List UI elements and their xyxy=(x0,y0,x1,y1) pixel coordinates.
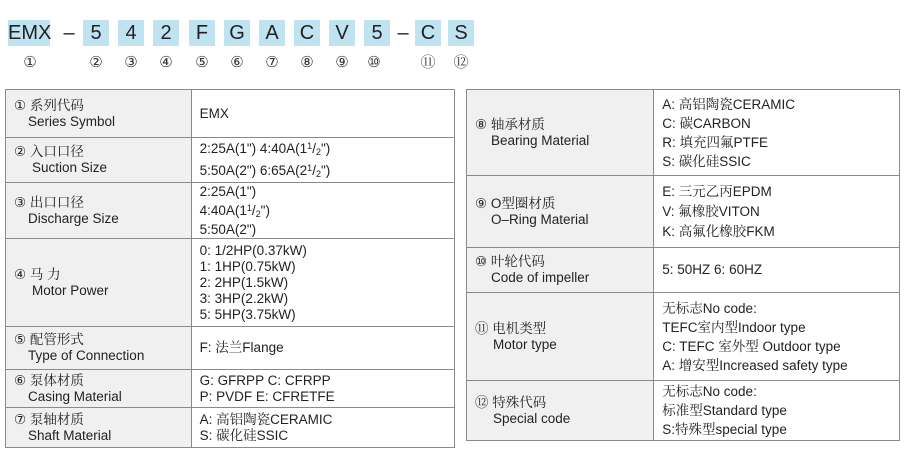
position-number: ④ xyxy=(159,54,173,71)
code-suction: 5 xyxy=(83,20,109,46)
code-connection: F xyxy=(189,20,215,46)
table-row xyxy=(6,90,455,138)
table-row xyxy=(6,370,455,408)
row-value-casing: G: GFRPP C: CFRPP P: PVDF E: CFRETFE xyxy=(191,370,454,408)
table-row xyxy=(6,239,455,327)
row-label-bearing: ⑧ 轴承材质 Bearing Material xyxy=(467,90,654,176)
position-number: ③ xyxy=(124,54,138,71)
position-number: ⑨ xyxy=(335,54,349,71)
table-row xyxy=(6,138,455,183)
code-special: S xyxy=(448,20,474,46)
row-value-series: EMX xyxy=(191,90,454,138)
position-number: ⑫ xyxy=(453,54,469,71)
table-row xyxy=(6,408,455,448)
row-value-power: 0: 1/2HP(0.37kW) 1: 1HP(0.75kW) 2: 2HP(1.5kW) 3: 3HP(2.2kW) 5: 5HP(3.75kW) xyxy=(191,239,454,327)
code-dash-2: – xyxy=(397,22,409,44)
position-number: ⑧ xyxy=(300,54,314,71)
row-label-impeller: ⑩ 叶轮代码 Code of impeller xyxy=(467,248,654,293)
table-row xyxy=(467,176,900,248)
code-impeller: 5 xyxy=(364,20,390,46)
row-value-motor: 无标志No code: TEFC室内型Indoor type C: TEFC 室外型 Outdoor type A: 增安型Increased safety type xyxy=(654,293,900,381)
position-number: ⑪ xyxy=(420,54,436,71)
row-label-power: ④ 马 力 Motor Power xyxy=(6,239,192,327)
code-oring: V xyxy=(329,20,355,46)
row-label-motor: ⑪ 电机类型 Motor type xyxy=(467,293,654,381)
table-row xyxy=(6,327,455,370)
table-row xyxy=(467,293,900,381)
position-number: ⑥ xyxy=(230,54,244,71)
row-label-suction: ② 入口口径 Suction Size xyxy=(6,138,192,183)
row-label-special: ⑫ 特殊代码 Special code xyxy=(467,381,654,441)
table-row xyxy=(6,183,455,239)
row-value-discharge: 2:25A(1") $4:40A(1^1/_2")$ 5:50A(2") xyxy=(191,183,454,239)
table-row xyxy=(467,90,900,176)
row-value-shaft: A: 高铝陶瓷CERAMIC S: 碳化硅SSIC xyxy=(191,408,454,448)
position-number: ⑦ xyxy=(265,54,279,71)
table-row xyxy=(467,248,900,293)
code-power: 2 xyxy=(153,20,179,46)
row-label-series: ① 系列代码 Series Symbol xyxy=(6,90,192,138)
code-shaft: A xyxy=(259,20,285,46)
position-number: ⑩ xyxy=(367,54,381,71)
row-label-shaft: ⑦ 泵轴材质 Shaft Material xyxy=(6,408,192,448)
code-dash-1: – xyxy=(63,22,75,44)
right-spec-table xyxy=(466,89,900,441)
row-value-connection: F: 法兰Flange xyxy=(191,327,454,370)
code-discharge: 4 xyxy=(118,20,144,46)
position-number: ⑤ xyxy=(195,54,209,71)
row-value-oring: E: 三元乙丙EPDM V: 氟橡胶VITON K: 高氟化橡胶FKM xyxy=(654,176,900,248)
row-value-suction: 2:25A(1") $4:40A(1^1/_2")$ 5:50A(2") $6:65A(2^1/_2")$ xyxy=(191,138,454,183)
row-value-bearing: A: 高铝陶瓷CERAMIC C: 碳CARBON R: 填充四氟PTFE S: 碳化硅SSIC xyxy=(654,90,900,176)
code-bearing: C xyxy=(294,20,320,46)
row-label-oring: ⑨ O型圈材质 O–Ring Material xyxy=(467,176,654,248)
row-label-discharge: ③ 出口口径 Discharge Size xyxy=(6,183,192,239)
left-spec-table xyxy=(5,89,455,448)
position-number: ② xyxy=(89,54,103,71)
code-motor: C xyxy=(415,20,441,46)
row-label-connection: ⑤ 配管形式 Type of Connection xyxy=(6,327,192,370)
code-casing: G xyxy=(224,20,250,46)
row-value-special: 无标志No code: 标准型Standard type S:特殊型special type xyxy=(654,381,900,441)
row-value-impeller: 5: 50HZ 6: 60HZ xyxy=(654,248,900,293)
code-series: EMX xyxy=(8,22,52,44)
position-number: ① xyxy=(23,54,37,71)
table-row xyxy=(467,381,900,441)
row-label-casing: ⑥ 泵体材质 Casing Material xyxy=(6,370,192,408)
